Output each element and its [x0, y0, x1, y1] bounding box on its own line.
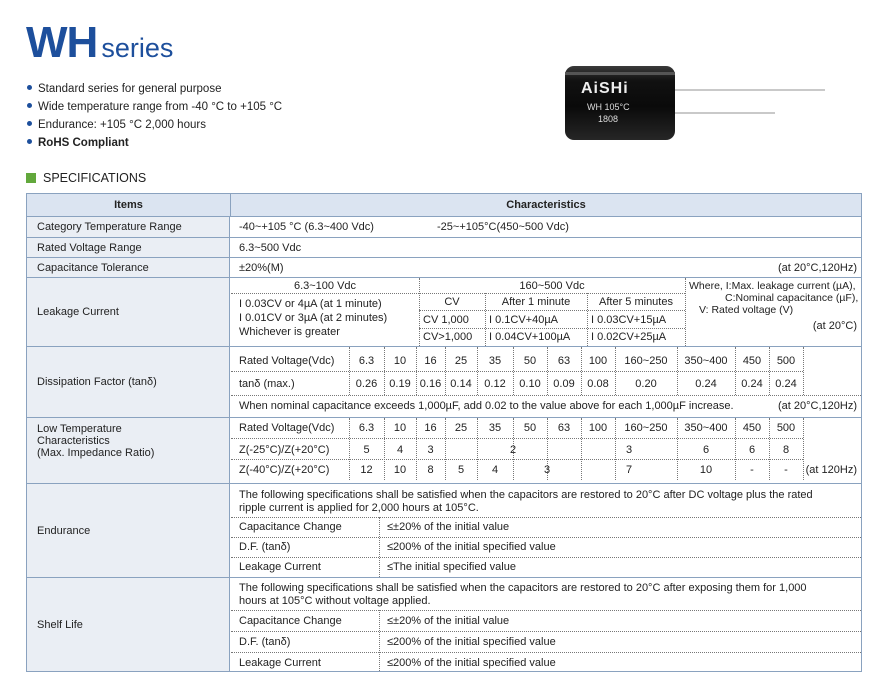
- lt-z25-cell: 8: [782, 444, 790, 456]
- row-shelf-life: [27, 578, 861, 671]
- low-temp-label: (Max. Impedance Ratio): [37, 447, 155, 459]
- low-temp-label: Characteristics: [37, 435, 110, 447]
- leak-where: Where, I:Max. leakage current (µA),: [689, 280, 856, 292]
- lt-z25-cell: 3: [427, 444, 434, 456]
- table-header: [27, 194, 861, 217]
- header-characteristics: Characteristics: [506, 199, 586, 211]
- lt-z25-label: Z(-25°C)/Z(+20°C): [239, 444, 330, 456]
- df-tan-cell: 0.19: [389, 378, 411, 390]
- leak-after5-head: After 5 minutes: [599, 296, 673, 308]
- df-voltage-cell: 100: [588, 355, 608, 367]
- leak-r2-a5: I 0.02CV+25µA: [591, 331, 667, 343]
- lt-z40-cell: -: [784, 464, 788, 476]
- row-cap-tolerance: [27, 258, 861, 278]
- lt-z25-cell: 6: [748, 444, 756, 456]
- capacitor-rim: [565, 72, 675, 75]
- lt-voltage-cell: 500: [776, 422, 796, 434]
- endurance-item-name: Leakage Current: [239, 561, 321, 573]
- leak-high-head: 160~500 Vdc: [519, 280, 585, 292]
- lt-z25-cell: 3: [625, 444, 633, 456]
- capacitor-brand: AiSHi: [581, 80, 629, 97]
- series-title: [26, 18, 173, 68]
- leak-low-line: I 0.03CV or 4µA (at 1 minute): [239, 298, 382, 310]
- df-voltage-cell: 63: [557, 355, 571, 367]
- capacitor-model: WH 105°C: [587, 102, 630, 112]
- series-title-main: WH: [26, 18, 98, 67]
- leak-low-line: I 0.01CV or 3µA (at 2 minutes): [239, 312, 388, 324]
- feature-item: RoHS Compliant: [26, 134, 282, 152]
- df-tan-cell: 0.26: [355, 378, 378, 390]
- cap-tol-note: (at 20°C,120Hz): [778, 262, 857, 274]
- row-label: Category Temperature Range: [27, 217, 230, 237]
- leak-cv-head: CV: [444, 296, 460, 308]
- endurance-item-name: D.F. (tanδ): [239, 541, 291, 553]
- df-voltage-cell: 450: [742, 355, 762, 367]
- shelf-desc: The following specifications shall be satisfied when the capacitors are restored to 20°C after exposing them for 1,000: [239, 582, 807, 594]
- shelf-desc: hours at 105°C without voltage applied.: [239, 595, 431, 607]
- df-note: When nominal capacitance exceeds 1,000µF, add 0.02 to the value above for each 1,000µF increase.: [239, 400, 734, 412]
- leak-r1-a5: I 0.03CV+15µA: [591, 314, 667, 326]
- leak-after1-head: After 1 minute: [501, 296, 571, 308]
- df-note2: (at 20°C,120Hz): [778, 400, 857, 412]
- feature-item: Wide temperature range from -40 °C to +105 °C: [26, 98, 282, 116]
- lt-rv-label: Rated Voltage(Vdc): [239, 422, 335, 434]
- leak-r1-a1: I 0.1CV+40µA: [489, 314, 559, 326]
- lt-voltage-cell: 25: [454, 422, 468, 434]
- lt-voltage-cell: 50: [523, 422, 537, 434]
- leak-r1-cv: CV 1,000: [423, 314, 469, 326]
- series-title-sub: series: [101, 33, 174, 63]
- df-tan-cell: 0.24: [695, 378, 717, 390]
- row-endurance: [27, 484, 861, 578]
- endurance-desc: The following specifications shall be satisfied when the capacitors are restored to 20°C after DC voltage plus the rated: [239, 489, 813, 501]
- shelf-item-name: Capacitance Change: [239, 615, 342, 627]
- df-voltage-cell: 500: [776, 355, 796, 367]
- endurance-item-name: Capacitance Change: [239, 521, 342, 533]
- temp-range-low: -40~+105 °C (6.3~400 Vdc): [239, 221, 374, 233]
- df-tan-cell: 0.24: [775, 378, 797, 390]
- lt-voltage-cell: 63: [557, 422, 571, 434]
- df-voltage-cell: 35: [488, 355, 502, 367]
- capacitor-code: 1808: [598, 114, 619, 124]
- feature-item: Endurance: +105 °C 2,000 hours: [26, 116, 282, 134]
- lt-z40-cell: -: [750, 464, 754, 476]
- row-label: Dissipation Factor (tanδ): [27, 347, 230, 417]
- shelf-item-name: D.F. (tanδ): [239, 636, 291, 648]
- lt-note: (at 120Hz): [805, 464, 857, 476]
- capacitor-lead: [675, 112, 775, 114]
- header-items: Items: [27, 194, 231, 216]
- row-label: Capacitance Tolerance: [27, 258, 230, 277]
- endurance-item-value: ≤The initial specified value: [387, 561, 516, 573]
- df-tan-cell: 0.12: [484, 378, 506, 390]
- lt-voltage-cell: 450: [742, 422, 762, 434]
- lt-z40-cell: 4: [491, 464, 499, 476]
- df-tan-cell: 0.14: [450, 378, 472, 390]
- lt-z40-cell: 12: [360, 464, 373, 476]
- endurance-desc: ripple current is applied for 2,000 hours at 105°C.: [239, 502, 479, 514]
- cap-tol-value: ±20%(M): [239, 262, 284, 274]
- df-voltage-cell: 50: [523, 355, 537, 367]
- low-temp-label: Low Temperature: [37, 423, 122, 435]
- lt-z40-cell: 5: [457, 464, 465, 476]
- lt-z25-cell: 5: [363, 444, 370, 456]
- leak-low-head: 6.3~100 Vdc: [293, 280, 357, 292]
- section-title: SPECIFICATIONS: [26, 171, 146, 185]
- lt-voltage-cell: 6.3: [358, 422, 375, 434]
- lt-z25-cell: 4: [396, 444, 404, 456]
- lt-voltage-cell: 16: [424, 422, 437, 434]
- df-tan-label: tanδ (max.): [239, 378, 295, 390]
- df-voltage-cell: 160~250: [624, 355, 668, 367]
- lt-z25-cell: 2: [509, 444, 517, 456]
- shelf-item-value: ≤200% of the initial specified value: [387, 657, 556, 669]
- lt-z40-cell: 10: [393, 464, 407, 476]
- lt-voltage-cell: 35: [488, 422, 502, 434]
- df-voltage-cell: 350~400: [684, 355, 728, 367]
- lt-voltage-cell: 160~250: [624, 422, 668, 434]
- feature-item: Standard series for general purpose: [26, 80, 282, 98]
- leak-r2-a1: I 0.04CV+100µA: [489, 331, 571, 343]
- row-category-temp: [27, 217, 861, 238]
- shelf-item-value: ≤200% of the initial specified value: [387, 636, 556, 648]
- shelf-item-value: ≤±20% of the initial value: [387, 615, 510, 627]
- capacitor-image: [565, 62, 835, 142]
- section-marker-icon: [26, 173, 36, 183]
- endurance-item-value: ≤±20% of the initial value: [387, 521, 510, 533]
- df-voltage-cell: 16: [424, 355, 437, 367]
- lt-z40-cell: 3: [543, 464, 551, 476]
- df-voltage-cell: 10: [393, 355, 407, 367]
- rated-voltage-value: 6.3~500 Vdc: [239, 242, 302, 254]
- lt-voltage-cell: 10: [393, 422, 407, 434]
- leak-low-line: Whichever is greater: [239, 326, 340, 338]
- lt-z40-cell: 8: [427, 464, 434, 476]
- df-tan-cell: 0.08: [587, 378, 609, 390]
- df-tan-cell: 0.20: [635, 378, 657, 390]
- row-label: Rated Voltage Range: [27, 238, 230, 257]
- lt-z40-cell: 10: [699, 464, 713, 476]
- lt-z40-label: Z(-40°C)/Z(+20°C): [239, 464, 330, 476]
- row-low-temp: [27, 418, 861, 484]
- capacitor-lead: [675, 89, 825, 91]
- df-rv-label: Rated Voltage(Vdc): [239, 355, 335, 367]
- lt-voltage-cell: 100: [588, 422, 608, 434]
- row-label: Endurance: [27, 484, 230, 577]
- lt-z25-cell: 6: [702, 444, 710, 456]
- shelf-item-name: Leakage Current: [239, 657, 321, 669]
- row-rated-voltage: [27, 238, 861, 258]
- df-tan-cell: 0.10: [519, 378, 541, 390]
- feature-list: [26, 80, 282, 152]
- row-dissipation: [27, 347, 861, 418]
- row-label: Shelf Life: [27, 578, 230, 671]
- lt-voltage-cell: 350~400: [684, 422, 728, 434]
- row-leakage: [27, 278, 861, 347]
- leak-where: V: Rated voltage (V): [699, 304, 794, 316]
- df-voltage-cell: 25: [454, 355, 468, 367]
- leak-where: C:Nominal capacitance (µF),: [725, 292, 859, 304]
- leak-r2-cv: CV>1,000: [423, 331, 473, 343]
- df-tan-cell: 0.16: [419, 378, 442, 390]
- temp-range-high: -25~+105°C(450~500 Vdc): [437, 221, 569, 233]
- df-tan-cell: 0.24: [741, 378, 763, 390]
- endurance-item-value: ≤200% of the initial specified value: [387, 541, 556, 553]
- row-label: [27, 418, 230, 483]
- row-label: Leakage Current: [27, 278, 230, 346]
- df-tan-cell: 0.09: [553, 378, 575, 390]
- lt-z40-cell: 7: [625, 464, 633, 476]
- df-voltage-cell: 6.3: [358, 355, 375, 367]
- spec-table: [26, 193, 862, 672]
- leak-note: (at 20°C): [812, 320, 857, 332]
